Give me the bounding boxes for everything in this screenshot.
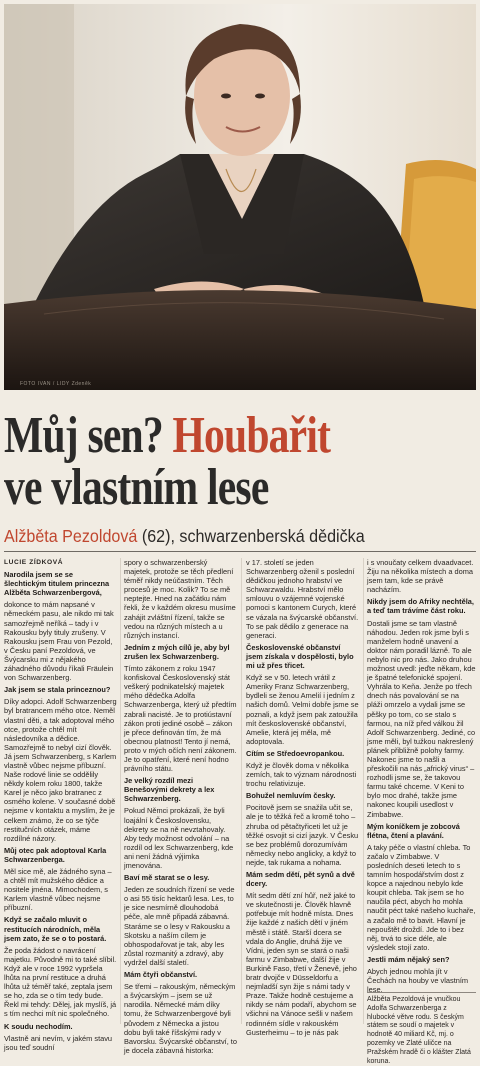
paragraph: Tímto zákonem z roku 1947 konfiskoval Československý stát veškerý podnikatelský majetek mého dědečka Adolfa Schwarzenberga, který už předtím zabrali nacisté. Je to protiústavní zákon proti jediné osobě – zákon je přece definován tím, že má obecnou platnost! Tento jí nemá, proto v mých očích není zákonem. Je to opatření, které není hodno právního státu. [124,664,237,774]
column-divider [363,558,364,1024]
question-lead: Bohužel nemluvím česky. [246,791,336,801]
headline-part2: Houbařit [172,407,331,464]
subtitle-rest: (62), schwarzenberská dědička [137,526,365,546]
question-lead: Jak jsem se stala princeznou? [4,685,111,695]
question-lead: Jedním z mých cílů je, aby byl zrušen lex Schwarzenberg. [124,642,230,661]
photo-caption: Alžběta Pezoldová je vnučkou Adolfa Schwarzenberga z hlubocké větve rodu. S českým státem se soudí o majetek v hodnotě 40 miliard Kč, mj. o pozemky ve Zlaté uličce na Pražském hradě či o klášter Zlatá koruna. [367,992,476,1066]
article-column-2 [124,558,237,1058]
paragraph: Že poda žádost o navrácení majetku. Původně mi to také slíbil. Když ale v roce 1992 vypršela lhůta na první restituce a druhá lhůta už téměř také, zeptala jsem se ho, zda se o tím tedy bude. Řekl mi tehdy: Dělej, jak myslíš, já s tím nechci mít nic společného. [4,945,117,1019]
paragraph: Mít sedm dětí zní hůř, než jaké to ve skutečnosti je. Člověk hlavně potřebuje mít hodně místa. Dnes žije každé z našich dětí v jiném městě i státě. Starší dcera se vdala do Anglie, druhá žije ve Vídni, jeden syn se stará o naši farmu v Zimbabwe, další žije v Burkině Faso, třetí v Ženevě, jeho bratr dvojče v Düsseldorfu a nejmladší syn žije s námi tady v Praze. Takže hodně cestujeme a nikdy se nám podaří, abychom se všichni na Vánoce sešli v našem rodinném sídle v rakouském Gusterheimu – to je nás pak [246,891,357,1037]
paragraph: v 17. století se jeden Schwarzenberg oženil s poslední dědičkou jednoho hrabství ve Schwarzwaldu. Hrabství mělo smlouvu o vzájemné vojenské pomoci s kantonem Curych, které se vázala na švýcarské občanství. To se pak dědilo z generace na generaci. [246,558,359,640]
question-lead: Je velký rozdíl mezi Benešovými dekrety a lex Schwarzenberg. [124,776,215,804]
paragraph: Díky adopci. Adolf Schwarzenberg byl bratrancem mého otce. Neměl vlastní děti, a tak adoptoval mého otce, protože chtěl mít následovníka a dědice. Samozřejmě to nebyl cizí člověk. Já jsem Schwarzenberg, s Karlem vlastně vůbec nejsme příbuzní. Naše rodové linie se oddělily někdy kolem roku 1800, takže Karel je něco jako bratranec z osmého kolene. V současné době nejsme v kontaktu a myslím, že je celkem známo, že co se týče restitučních otázek, máme rozdílné názory. [4,697,117,843]
headline-part1: Můj sen? [4,407,173,464]
question-lead: Mám sedm dětí, pět synů a dvě dcery. [246,870,355,889]
paragraph: Se třemi – rakouským, německým a švýcarským – jsem se už narodila. Německé mám díky tomu, že Schwarzenbergové byli původem z Německa a jistou dobu byli také říšskými rady v Bavorsku. Švýcarské občanství, to je docela zábavná historka: [124,982,237,1055]
question-lead: Československé občanství jsem získala v dospělosti, bylo mi už přes třicet. [246,642,354,671]
paragraph: Pokud Němci prokázali, že byli loajální k Československu, dekrety se na ně nevztahovaly. Aby tedy možnost odvolání – na rozdíl od lex Schwarzenberg, kde ani není žádná výjimka jmenována. [124,806,234,870]
question-lead: Cítím se Středoevropankou. [246,748,345,758]
subtitle [4,526,365,547]
paragraph: Jeden ze soudních řízení se vede o asi 55 tisíc hektarů lesa. Les, to je sice nesmírně dlouhodobá péče, ale mně připadá zábavná. Staráme se o lesy v Rakousku a Skotsku a naším cílem je obhospodařovat je tak, aby les zůstal rozmanitý a zdravý, aby vydržel další staletí. [124,885,235,967]
headline-part3: ve vlastním lese [4,459,269,516]
question-lead: Když se začalo mluvit o restitucích národních, měla jsem zato, že se o to postará. [4,915,107,943]
question-lead: Mám čtyři občanství. [124,970,198,980]
question-lead: Můj otec pak adoptoval Karla Schwarzenberga. [4,845,107,864]
paragraph: A taky péče o vlastní chleba. To začalo v Zimbabwe. V posledních deseti letech to s tamním hospodářstvím dost z kopce a najednou nebylo kde koupit chleba. Tak jsem se ho naučila péct, abych ho mohla naučit péct také našeho kuchaře, a začalo mě to bavit. Hlavní je nepouštět droždí. Jde to i bez něj, trvá to sice déle, ale výsledek stojí zato. [367,842,476,952]
paragraph: Pocitově jsem se snažila učit se, ale je to těžká řeč a kromě toho – zhruba od pětačtyřiceti let už je těžké osvojit si cizí jazyk. V Česku se bez problémů dorozumívám německy nebo anglicky, a když to nejde, tak rukama a nohama. [246,803,359,867]
headline [4,407,385,516]
paragraph: Abych jednou mohla jít v Čechách na houby ve vlastním lese. [367,967,469,995]
question-lead: Narodila jsem se se šlechtickým titulem princezna Alžběta Schwarzenbergová, [4,570,110,598]
paragraph: dokonce to mám napsané v německém pasu, ale nikdo mi tak samozřejmě neříká – tady i v Rakousku byly tituly zrušeny. V Rakousku jsem Frau von Pezold, v Česku paní Pezoldová, ve Švýcarsku mi z nějakého záhadného důvodu říkali Fräulein von Schwarzenberg. [4,600,114,683]
subtitle-name: Alžběta Pezoldová [4,526,138,546]
divider-rule [4,551,476,552]
byline: LUCIE ZÍDKOVÁ [4,559,64,566]
portrait-illustration [4,4,476,390]
portrait-photo [4,4,476,390]
paragraph: Dostali jsme se tam vlastně náhodou. Jeden rok jsme byli s manželem hodně unavení a doktor nám poradil lázně. To ale nebylo nic pro nás. Jako druhou možnost uvedl: jeďte někam, kde je špatné telefonické spojení. Vyhrála to Keňa. Jenže po třech dnech nás povalování se na pláži omrzelo a vydali jsme se pěšky po tom, co se stalo s farmou, na níž před válkou žil Adolf Schwarzenberg. Jediné, co jsme měli, byl tužkou nakreslený plánek přibližně polohy farmy. Nakonec jsme to našli a přeskočili na nás „africký virus“ – rozhodli jsme se, že takovou farmu také chceme. V Keni to bylo moc drahé, takže jsme nakonec koupili usedlost v Zimbabwe. [367,618,476,819]
article-column-3 [246,558,359,1040]
question-lead: Mým koníčkem je zobcová flétna, čtení a plavání. [367,821,460,840]
paragraph: Když je člověk doma v několika zemích, tak to význam národnosti trochu relativizuje. [246,760,357,789]
paragraph: Měl sice mě, ale žádného syna – a chtěl mít mužského dědice a nositele jména. Mimochodem, s Karlem vlastně vůbec nejsme příbuzní. [4,867,112,913]
paragraph: i s vnoučaty celkem dvaadvacet. Žiju na několika místech a doma jsem tam, kde se právě nacházím. [367,558,474,595]
column-divider [241,558,242,1024]
column-divider [120,558,121,1024]
question-lead: K soudu nechodím. [4,1021,73,1031]
question-lead: Jestli mám nějaký sen? [367,954,450,964]
paragraph: spory o schwarzenberský majetek, protože se těch předlení téměř nikdy neúčastním. Těch procesů je moc. Kolik? To se mě neptejte. Hned na začátku nám řekli, že v každém okresu musíme zahájit zvláštní řízení, takže se vedou na různých místech a u různých instancí. [124,558,236,640]
article-column-1 [4,558,117,1055]
paragraph: Když se v 50. letech vrátil z Ameriky Franz Schwarzenberg, bydleli se ženou Amelií i jedním z našich domů. Velmi dobře jsme se poznali, a když jsem pak zatoužila mít československé občanství, Amelie, která jej měla, mě adoptovala. [246,673,359,746]
photo-credit: FOTO IVAN / LIDY Zdeněk [20,381,92,387]
question-lead: Nikdy jsem do Afriky nechtěla, a teď tam trávíme část roku. [367,597,474,616]
article-column-4 [367,558,476,997]
question-lead: Baví mě starat se o lesy. [124,873,210,883]
paragraph: Vlastně ani nevím, v jakém stavu jsou teď soudní [4,1033,113,1052]
